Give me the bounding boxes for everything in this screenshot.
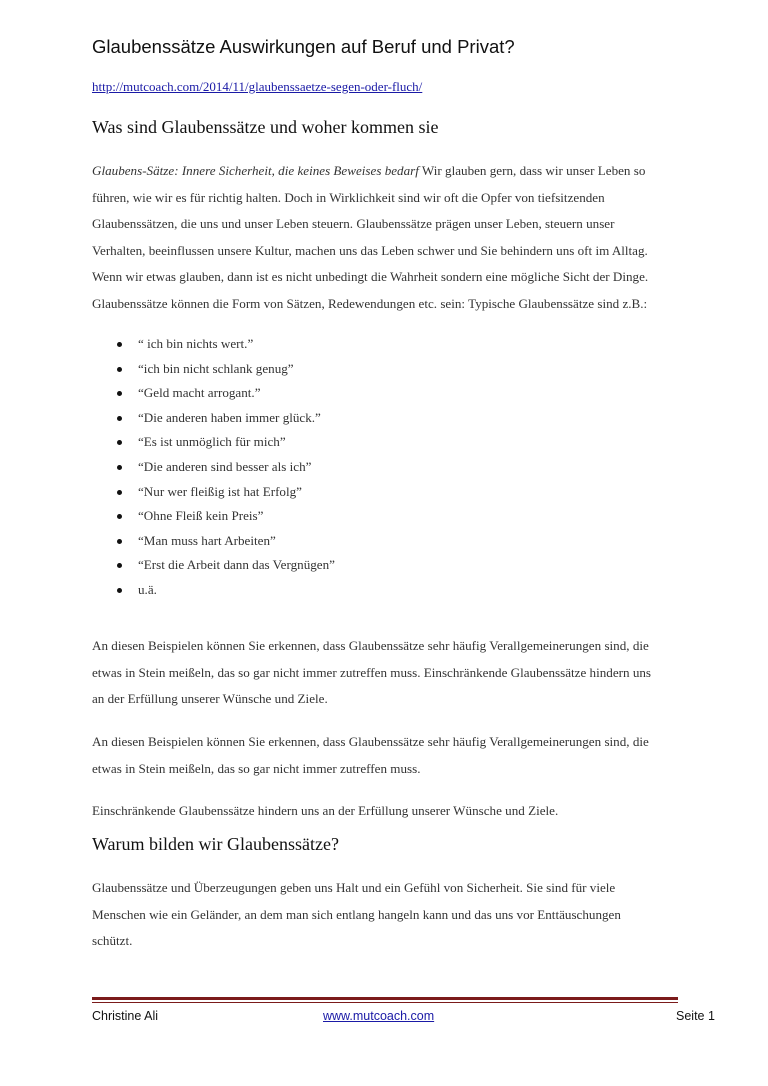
list-item <box>0 533 768 558</box>
intro-line-1 <box>92 158 692 185</box>
list-item-text: “Es ist unmöglich für mich” <box>138 434 286 450</box>
intro-paragraph <box>92 158 692 318</box>
bullet-icon <box>117 416 122 421</box>
list-item <box>0 385 768 410</box>
bullet-icon <box>117 563 122 568</box>
list-item <box>0 434 768 459</box>
footer-page-number: Seite 1 <box>676 1009 715 1023</box>
document-title: Glaubenssätze Auswirkungen auf Beruf und Privat? <box>92 36 515 57</box>
why-line-2: Menschen wie ein Geländer, an dem man sich entlang hangeln kann und das uns vor Enttäuschungen <box>92 906 621 922</box>
intro-line-4: Verhalten, beeinflussen unsere Kultur, machen uns das Leben schwer und Sie behindern uns oft im Alltag. <box>92 242 648 258</box>
list-item-text: “Ohne Fleiß kein Preis” <box>138 508 264 524</box>
footer-website-wrap <box>323 1009 434 1023</box>
examples-paragraph-repeat <box>92 729 692 782</box>
intro-line-2: führen, wie wir es für richtig halten. Doch in Wirklichkeit sind wir oft die Opfer von tiefsitzenden <box>92 189 605 205</box>
limiting-beliefs-line: Einschränkende Glaubenssätze hindern uns an der Erfüllung unserer Wünsche und Ziele. <box>92 803 559 818</box>
section-heading-why-beliefs: Warum bilden wir Glaubenssätze? <box>92 834 339 854</box>
section-heading-what-are-beliefs: Was sind Glaubenssätze und woher kommen sie <box>92 117 439 137</box>
list-item-text: “Nur wer fleißig ist hat Erfolg” <box>138 483 302 499</box>
why-line-1: Glaubenssätze und Überzeugungen geben uns Halt und ein Gefühl von Sicherheit. Sie sind für viele <box>92 880 616 895</box>
intro-italic-lead: Glaubens-Sätze: Innere Sicherheit, die keines Beweises bedarf <box>92 163 419 178</box>
footer-author: Christine Ali <box>92 1009 158 1023</box>
bullet-icon <box>117 490 122 495</box>
examples-repeat-line-1: An diesen Beispielen können Sie erkennen, dass Glaubenssätze sehr häufig Verallgemeinerungen sind, die <box>92 734 649 749</box>
intro-line-3: Glaubenssätzen, die uns und unser Leben steuern. Glaubenssätze prägen unser Leben, steuern unser <box>92 216 615 232</box>
examples-paragraph <box>92 633 692 713</box>
footer-divider-thick <box>92 997 678 1000</box>
intro-line-5: Wenn wir etwas glauben, dann ist es nicht unbedingt die Wahrheit sondern eine mögliche Sicht der Dinge. <box>92 269 649 285</box>
belief-examples-list <box>0 336 768 607</box>
list-item <box>0 508 768 533</box>
list-item <box>0 336 768 361</box>
list-item-text: “Man muss hart Arbeiten” <box>138 532 276 548</box>
why-line-3: schützt. <box>92 933 133 949</box>
bullet-icon <box>117 440 122 445</box>
examples-repeat-line-2: etwas in Stein meißeln, das so gar nicht immer zutreffen muss. <box>92 760 421 776</box>
list-item <box>0 582 768 607</box>
bullet-icon <box>117 367 122 372</box>
intro-line-1-text: Wir glauben gern, dass wir unser Leben so <box>418 163 646 178</box>
why-paragraph <box>92 875 692 955</box>
examples-line-3: an der Erfüllung unserer Wünsche und Ziele. <box>92 691 328 707</box>
list-item-text: “Erst die Arbeit dann das Vergnügen” <box>138 557 335 573</box>
bullet-icon <box>117 465 122 470</box>
list-item-text: u.ä. <box>138 581 157 597</box>
list-item-text: “ich bin nicht schlank genug” <box>138 360 294 376</box>
footer-divider-thin <box>92 1002 678 1003</box>
bullet-icon <box>117 539 122 544</box>
list-item <box>0 361 768 386</box>
footer-website-link[interactable]: www.mutcoach.com <box>323 1009 435 1023</box>
list-item <box>0 557 768 582</box>
list-item <box>0 484 768 509</box>
limiting-beliefs-paragraph <box>92 798 692 825</box>
examples-line-2: etwas in Stein meißeln, das so gar nicht immer zutreffen muss. Einschränkende Glaubenssätze hindern uns <box>92 664 652 680</box>
list-item-text: “Die anderen sind besser als ich” <box>138 458 312 474</box>
intro-line-6: Glaubenssätze können die Form von Sätzen, Redewendungen etc. sein: Typische Glaubenssätze sind z.B.: <box>92 295 648 311</box>
source-link[interactable]: http://mutcoach.com/2014/11/glaubenssaetze-segen-oder-fluch/ <box>92 79 423 94</box>
list-item-text: “Die anderen haben immer glück.” <box>138 409 321 425</box>
bullet-icon <box>117 342 122 347</box>
list-item-text: “ ich bin nichts wert.” <box>138 336 254 351</box>
examples-line-1: An diesen Beispielen können Sie erkennen, dass Glaubenssätze sehr häufig Verallgemeinerungen sind, die <box>92 638 649 653</box>
list-item <box>0 459 768 484</box>
list-item-text: “Geld macht arrogant.” <box>138 385 261 401</box>
list-item <box>0 410 768 435</box>
bullet-icon <box>117 514 122 519</box>
bullet-icon <box>117 588 122 593</box>
bullet-icon <box>117 391 122 396</box>
